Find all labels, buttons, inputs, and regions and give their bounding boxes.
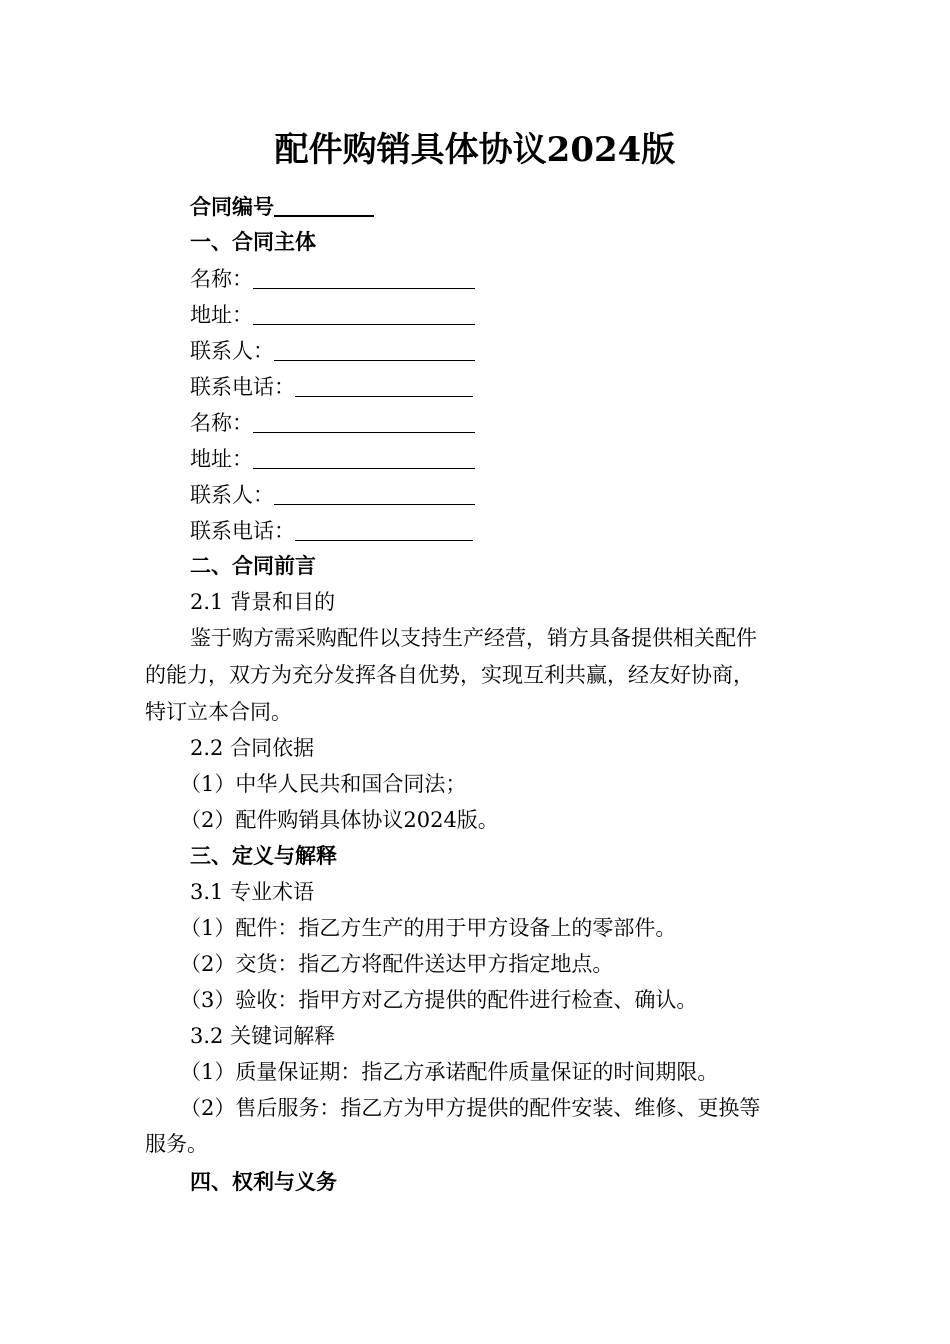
paragraph-line: 特订立本合同。	[145, 700, 292, 724]
section2-heading: 二、合同前言	[190, 553, 316, 578]
section4-heading: 四、权利与义务	[190, 1169, 337, 1194]
paragraph-line: 服务。	[145, 1132, 208, 1156]
list-item: （1）中华人民共和国合同法；	[180, 772, 467, 796]
field-line	[190, 373, 473, 401]
field-line	[190, 265, 475, 293]
field-blank	[295, 376, 473, 397]
paragraph-line: 鉴于购方需采购配件以支持生产经营，销方具备提供相关配件	[190, 626, 757, 650]
field-line	[190, 337, 475, 365]
field-label: 联系电话：	[190, 519, 295, 543]
field-label: 地址：	[190, 447, 253, 471]
field-line	[190, 409, 475, 437]
field-blank	[253, 412, 475, 433]
field-blank	[295, 520, 473, 541]
list-item: （1）配件：指乙方生产的用于甲方设备上的零部件。	[180, 916, 677, 940]
field-blank	[274, 484, 475, 505]
field-blank	[253, 268, 475, 289]
subsection-heading: 3.1 专业术语	[190, 880, 315, 904]
contract-number-line	[190, 193, 374, 221]
field-blank	[253, 448, 475, 469]
subsection-heading: 3.2 关键词解释	[190, 1024, 336, 1048]
field-label: 联系电话：	[190, 375, 295, 399]
contract-number-label: 合同编号	[190, 194, 274, 219]
field-label: 名称：	[190, 267, 253, 291]
list-item: （1）质量保证期：指乙方承诺配件质量保证的时间期限。	[180, 1060, 719, 1084]
list-item: （2）配件购销具体协议2024版。	[180, 808, 499, 832]
list-item: （2）售后服务：指乙方为甲方提供的配件安装、维修、更换等	[180, 1096, 761, 1120]
contract-number-blank	[274, 195, 374, 217]
field-blank	[253, 304, 475, 325]
field-blank	[274, 340, 475, 361]
field-label: 联系人：	[190, 483, 274, 507]
section1-heading: 一、合同主体	[190, 229, 316, 254]
document-title: 配件购销具体协议2024版	[274, 130, 676, 170]
field-label: 名称：	[190, 411, 253, 435]
field-line	[190, 517, 473, 545]
field-line	[190, 301, 475, 329]
field-label: 地址：	[190, 303, 253, 327]
field-line	[190, 481, 475, 509]
list-item: （3）验收：指甲方对乙方提供的配件进行检查、确认。	[180, 988, 698, 1012]
list-item: （2）交货：指乙方将配件送达甲方指定地点。	[180, 952, 614, 976]
paragraph-line: 的能力，双方为充分发挥各自优势，实现互利共赢，经友好协商，	[145, 663, 754, 687]
subsection-heading: 2.1 背景和目的	[190, 590, 336, 614]
subsection-heading: 2.2 合同依据	[190, 736, 315, 760]
section3-heading: 三、定义与解释	[190, 843, 337, 868]
field-line	[190, 445, 475, 473]
field-label: 联系人：	[190, 339, 274, 363]
